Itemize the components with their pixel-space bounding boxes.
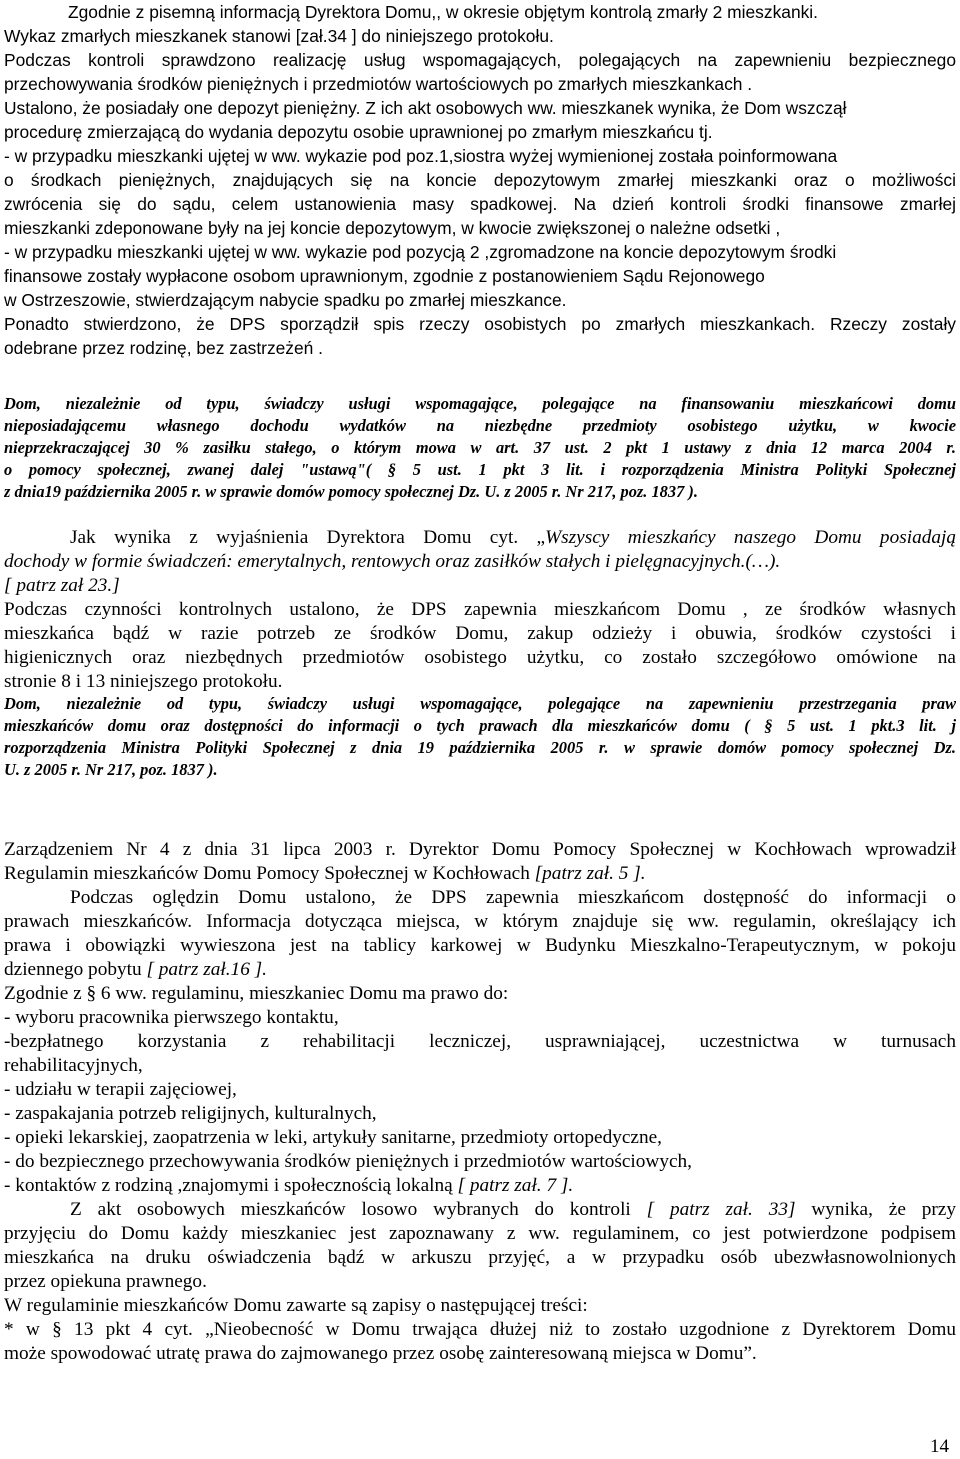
text-line: mieszkańca na druku oświadczenia bądź w arkuszu przyjęć, a w przypadku osób ubezwłasnowolnionych — [4, 1247, 956, 1268]
text-line: mieszkańców domu oraz dostępności do informacji o tych prawach dla mieszkańców domu ( § 5 ust. 1 pkt.3 lit. j — [4, 716, 956, 735]
text-line: higienicznych oraz niezbędnych przedmiotów osobistego użytku, co zostało szczegółowo omówione na — [4, 647, 956, 668]
text-line: nieposiadającemu własnego dochodu wydatków na niezbędne przedmioty osobistego użytku, w kwocie — [4, 416, 956, 435]
section-deceased-residents — [4, 0, 956, 360]
text-line: Zgodnie z pisemną informacją Dyrektora Domu,, w okresie objętym kontrolą zmarły 2 mieszkanki. — [68, 2, 819, 22]
list-item: - opieki lekarskiej, zaopatrzenia w leki, artykuły sanitarne, przedmioty ortopedyczne, — [4, 1127, 662, 1148]
text-line: stronie 8 i 13 niniejszego protokołu. — [4, 671, 283, 692]
text-line: * w § 13 pkt 4 cyt. „Nieobecność w Domu trwająca dłużej niż to zostało uzgodnione z Dyrektorem Domu — [4, 1319, 956, 1340]
text-line: U. z 2005 r. Nr 217, poz. 1837 ). — [4, 760, 218, 779]
text-line: - w przypadku mieszkanki ujętej w ww. wykazie pod pozycją 2 ,zgromadzone na koncie depozytowym środki — [4, 242, 837, 262]
text-line: w Ostrzeszowie, stwierdzającym nabycie spadku po zmarłej mieszkance. — [4, 290, 567, 310]
text-line: może spowodować utratę prawa do zajmowanego przez osobę zainteresowaną miejsca w Domu”. — [4, 1343, 757, 1364]
text-line: nieprzekraczającej 30 % zasiłku stałego, o którym mowa w art. 37 ust. 2 pkt 1 ustawy z dnia 12 marca 2004 r. — [4, 438, 956, 457]
section-director-explanation — [4, 526, 956, 694]
text-line: Jak wynika z wyjaśnienia Dyrektora Domu cyt. „Wszyscy mieszkańcy naszego Domu posiadają — [70, 527, 956, 548]
legal-basis-financing — [4, 393, 956, 503]
text-line: mieszkanki zdeponowane były na jej koncie depozytowym, w kwocie zwiększonej o należne odsetki , — [4, 218, 781, 238]
text-line: przechowywania środków pieniężnych i przedmiotów wartościowych po zmarłych mieszkankach . — [4, 74, 753, 94]
text-line: prawa i obowiązki wywieszona jest na tablicy karkowej w Budynku Mieszkalno-Terapeutycznym, w pokoju — [4, 935, 956, 956]
text-line: przez opiekuna prawnego. — [4, 1271, 207, 1292]
text-line: Zarządzeniem Nr 4 z dnia 31 lipca 2003 r. Dyrektor Domu Pomocy Społecznej w Kochłowach wprowadził — [4, 839, 956, 860]
text-line: procedurę zmierzającą do wydania depozytu osobie uprawnionej po zmarłym mieszkańcu tj. — [4, 122, 713, 142]
text-line: [ patrz zał 23.] — [4, 575, 120, 596]
legal-basis-rights — [4, 693, 956, 781]
text-line: Zgodnie z § 6 ww. regulaminu, mieszkaniec Domu ma prawo do: — [4, 983, 509, 1004]
text-line: Z akt osobowych mieszkańców losowo wybranych do kontroli [ patrz zał. 33] wynika, że przy — [70, 1199, 956, 1220]
text-line: Wykaz zmarłych mieszkanek stanowi [zał.34 ] do niniejszego protokołu. — [4, 26, 554, 46]
text-line: W regulaminie mieszkańców Domu zawarte są zapisy o następującej treści: — [4, 1295, 588, 1316]
text-line: o pomocy społecznej, zwanej dalej "ustawą"( § 5 ust. 1 pkt 3 lit. i rozporządzenia Ministra Polityki Społecznej — [4, 460, 956, 479]
text-line: z dnia19 października 2005 r. w sprawie domów pomocy społecznej Dz. U. z 2005 r. Nr 217, poz. 1837 ). — [4, 482, 698, 501]
text-line: - w przypadku mieszkanki ujętej w ww. wykazie pod poz.1,siostra wyżej wymienionej została poinformowana — [4, 146, 838, 166]
text-line: Regulamin mieszkańców Domu Pomocy Społecznej w Kochłowach [patrz zał. 5 ]. — [4, 863, 646, 884]
text-line: finansowe zostały wypłacone osobom uprawnionym, zgodnie z postanowieniem Sądu Rejonowego — [4, 266, 765, 286]
text-line: prawach mieszkańców. Informacja dotycząca miejsca, w którym znajduje się ww. regulamin, określający ich — [4, 911, 956, 932]
section-regulations — [4, 838, 956, 1366]
text-line: przyjęciu do Domu każdy mieszkaniec jest zapoznawany z ww. regulaminem, co jest potwierdzone podpisem — [4, 1223, 956, 1244]
list-item: - zaspakajania potrzeb religijnych, kulturalnych, — [4, 1103, 377, 1124]
text-line: Podczas kontroli sprawdzono realizację usług wspomagających, polegających na zapewnieniu bezpiecznego — [4, 50, 956, 70]
text-line: mieszkańca bądź w razie potrzeb ze środków Domu, zakup odzieży i obuwia, środków czystości i — [4, 623, 956, 644]
text-line: zwrócenia się do sądu, celem ustanowienia masy spadkowej. Na dzień kontroli środki finansowe zmarłej — [4, 194, 956, 214]
text-line: odebrane przez rodzinę, bez zastrzeżeń . — [4, 338, 324, 358]
text-line: Ustalono, że posiadały one depozyt pieniężny. Z ich akt osobowych ww. mieszkanek wynika, że Dom wszczął — [4, 98, 847, 118]
list-item: - do bezpiecznego przechowywania środków pieniężnych i przedmiotów wartościowych, — [4, 1151, 692, 1172]
text-line: rozporządzenia Ministra Polityki Społecznej z dnia 19 października 2005 r. w sprawie domów pomocy społecznej Dz. — [4, 738, 956, 757]
list-item: - wyboru pracownika pierwszego kontaktu, — [4, 1007, 339, 1028]
text-line: o środkach pieniężnych, znajdujących się na koncie depozytowym zmarłej mieszkanki oraz o możliwości — [4, 170, 956, 190]
page-number: 14 — [930, 1436, 949, 1457]
text-line: Dom, niezależnie od typu, świadczy usługi wspomagające, polegające na zapewnieniu przestrzegania praw — [4, 694, 956, 713]
list-item: -bezpłatnego korzystania z rehabilitacji leczniczej, usprawniającej, uczestnictwa w turnusach — [4, 1031, 956, 1052]
text-line: Ponadto stwierdzono, że DPS sporządził spis rzeczy osobistych po zmarłych mieszkankach. Rzeczy zostały — [4, 314, 956, 334]
list-item: - kontaktów z rodziną ,znajomymi i społecznością lokalną [ patrz zał. 7 ]. — [4, 1175, 574, 1196]
text-line: dziennego pobytu [ patrz zał.16 ]. — [4, 959, 267, 980]
text-line: dochody w formie świadczeń: emerytalnych, rentowych oraz zasiłków stałych i pielęgnacyjnych.(…). — [4, 551, 781, 572]
text-line: Podczas czynności kontrolnych ustalono, że DPS zapewnia mieszkańcom Domu , ze środków własnych — [4, 599, 956, 620]
text-line: Podczas oględzin Domu ustalono, że DPS zapewnia mieszkańcom dostępność do informacji o — [70, 887, 956, 908]
text-line: Dom, niezależnie od typu, świadczy usługi wspomagające, polegające na finansowaniu mieszkańcowi domu — [4, 394, 956, 413]
list-item: rehabilitacyjnych, — [4, 1055, 143, 1076]
list-item: - udziału w terapii zajęciowej, — [4, 1079, 237, 1100]
